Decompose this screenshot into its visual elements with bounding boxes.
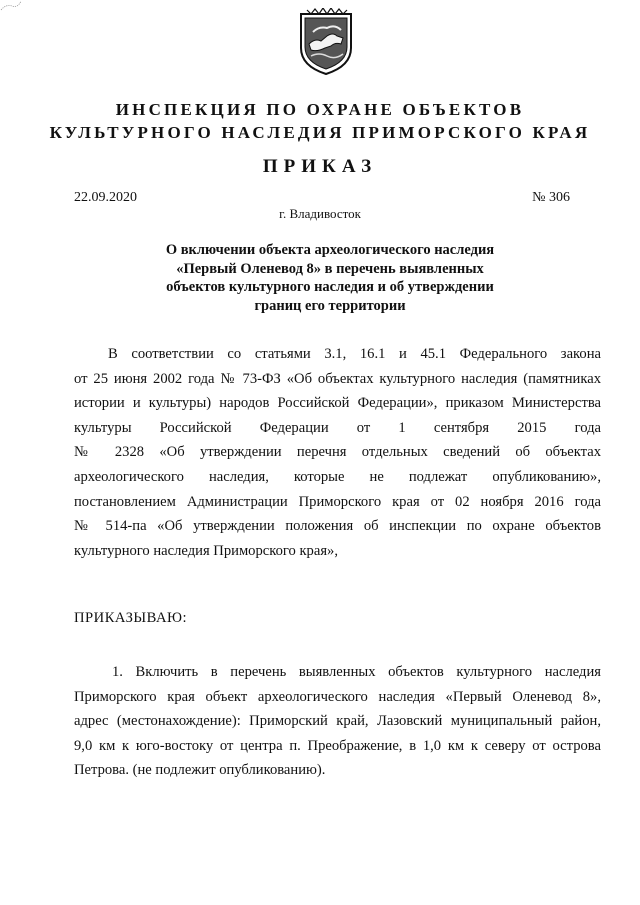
document-number: № 306 — [532, 190, 570, 205]
paragraph-line: № 2328 «Об утверждении перечня отдельных сведений об объектах — [74, 444, 601, 461]
title-line: О включении объекта археологического наследия — [165, 242, 495, 258]
document-city: г. Владивосток — [279, 206, 361, 221]
paragraph-line: от 25 июня 2002 года № 73-ФЗ «Об объектах культурного наследия (памятниках — [74, 370, 601, 387]
order-keyword: ПРИКАЗЫВАЮ: — [74, 610, 188, 626]
paragraph-line: культурного наследия Приморского края», — [74, 542, 338, 559]
paragraph-line: В соответствии со статьями 3.1, 16.1 и 45.1 Федерального закона — [108, 346, 601, 362]
paragraph-line: Петрова. (не подлежит опубликованию). — [74, 762, 326, 779]
document-type-heading: ПРИКАЗ — [262, 156, 378, 177]
paragraph-line: культуры Российской Федерации от 1 сентября 2015 года — [74, 419, 601, 436]
paragraph-line: постановлением Администрации Приморского края от 02 ноября 2016 года — [74, 493, 601, 510]
paragraph-line: № 514-па «Об утверждении положения об инспекции по охране объектов — [74, 518, 601, 535]
document-title — [120, 241, 540, 315]
title-line: границ его территории — [254, 297, 406, 314]
paragraph-line: адрес (местонахождение): Приморский край, Лазовский муниципальный район, — [74, 713, 601, 730]
paragraph-line: археологического наследия, которые не подлежат опубликованию», — [74, 468, 601, 485]
coat-of-arms-emblem — [297, 8, 355, 76]
scan-artifact-mark — [0, 0, 22, 12]
organization-name-line-2: КУЛЬТУРНОГО НАСЛЕДИЯ ПРИМОРСКОГО КРАЯ — [49, 123, 591, 142]
preamble-paragraph — [74, 342, 601, 563]
order-item-1-paragraph — [74, 660, 601, 783]
title-line: «Первый Оленевод 8» в перечень выявленных — [176, 260, 484, 277]
paragraph-line: истории и культуры) народов Российской Федерации», приказом Министерства — [74, 395, 601, 412]
title-line: объектов культурного наследия и об утверждении — [166, 279, 494, 295]
paragraph-line: 1. Включить в перечень выявленных объектов культурного наследия — [112, 664, 601, 680]
organization-name-line-1: ИНСПЕКЦИЯ ПО ОХРАНЕ ОБЪЕКТОВ — [115, 100, 525, 119]
paragraph-line: Приморского края объект археологического наследия «Первый Оленевод 8», — [74, 688, 601, 705]
document-date: 22.09.2020 — [74, 190, 137, 205]
paragraph-line: 9,0 км к юго-востоку от центра п. Преображение, в 1,0 км к северу от острова — [74, 737, 601, 754]
